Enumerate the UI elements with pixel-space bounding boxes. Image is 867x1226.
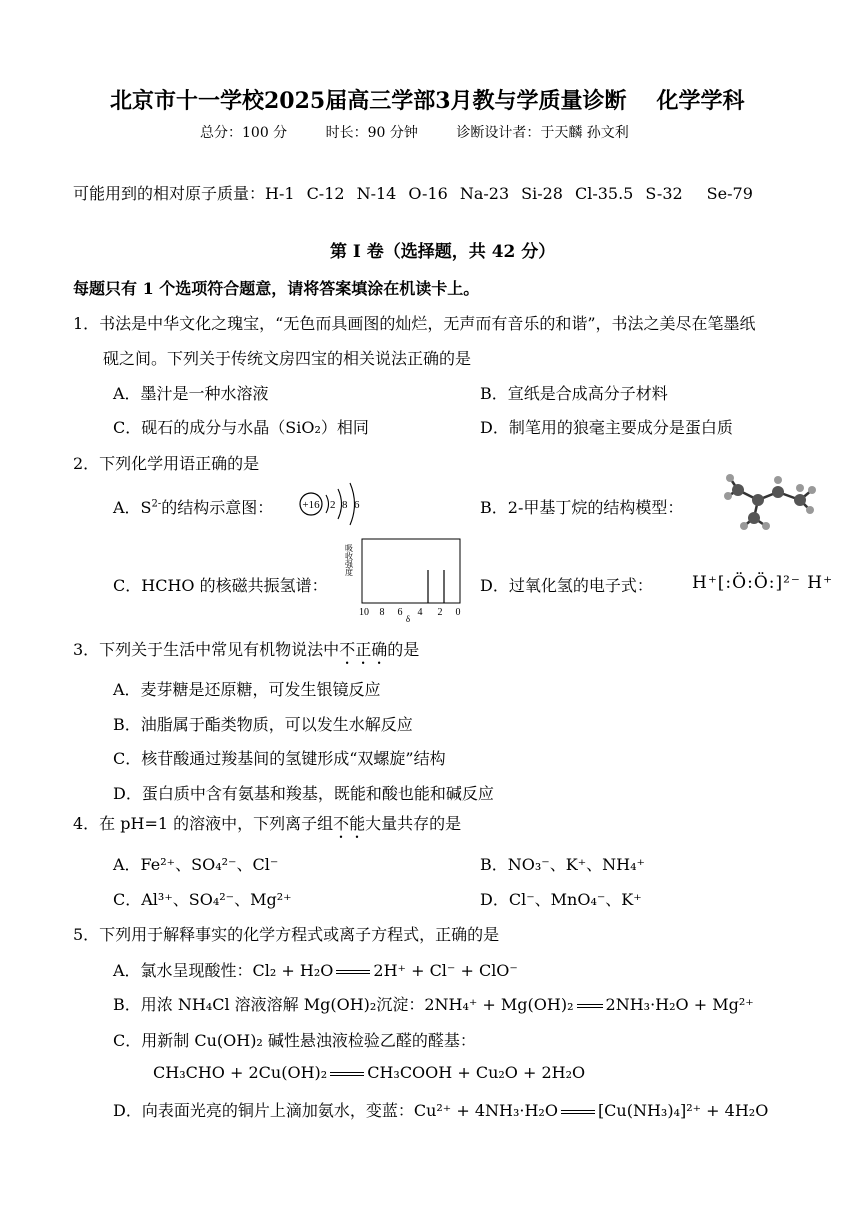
exam-meta [200, 122, 663, 142]
q4-option-c: C．Al³⁺、SO₄²⁻、Mg²⁺ [113, 890, 292, 909]
equation-equals-sign [561, 1110, 595, 1114]
q3-option-d: D．蛋白质中含有氨基和羧基，既能和酸也能和碱反应 [113, 784, 494, 803]
subject-title: 化学学科 [656, 88, 745, 114]
q1-option-b: B．宣纸是合成高分子材料 [480, 384, 668, 403]
atomic-mass-item: O-16 [408, 184, 448, 203]
designers: 诊断设计者：于天麟 孙文利 [456, 125, 629, 141]
instruction: 每题只有 1 个选项符合题意，请将答案填涂在机读卡上。 [73, 279, 480, 298]
q3-option-c: C．核苷酸通过羧基间的氢键形成“双螺旋”结构 [113, 749, 446, 768]
q1-stem-line1: 1．书法是中华文化之瑰宝，“无色而具画图的灿烂，无声而有音乐的和谐”，书法之美尽在笔墨纸 [73, 314, 756, 333]
nmr-y-axis-label: 吸收强度 [344, 544, 354, 576]
nmr-x-unit: δ [405, 614, 411, 622]
q3-option-b: B．油脂属于酯类物质，可以发生水解反应 [113, 715, 413, 734]
total-score: 总分：100 分 [200, 125, 288, 141]
nmr-tick-label: 4 [417, 607, 423, 618]
equation-equals-sign [330, 1072, 364, 1076]
q5-option-d [113, 1098, 768, 1121]
atomic-mass-item: Si-28 [521, 184, 563, 203]
atomic-mass-item: N-14 [356, 184, 397, 203]
q1-option-c: C．砚石的成分与水晶（SiO₂）相同 [113, 418, 369, 437]
q5-a-left: A．氯水呈现酸性：Cl₂ + H₂O [113, 961, 334, 980]
q4-stem-post: 大量共存的是 [365, 814, 462, 833]
nmr-tick-label: 2 [437, 607, 443, 618]
nmr-tick-label: 10 [359, 607, 369, 618]
atomic-mass-item: Na-23 [459, 184, 510, 203]
q2-a-text: 的结构示意图： [161, 498, 274, 517]
atomic-mass-item: Se-79 [706, 184, 753, 203]
q5-stem: 5．下列用于解释事实的化学方程式或离子方程式，正确的是 [73, 925, 500, 944]
q2-option-a [113, 495, 273, 518]
nmr-tick-label: 8 [379, 607, 385, 618]
duration: 时长：90 分钟 [325, 125, 418, 141]
q2-stem: 2．下列化学用语正确的是 [73, 454, 260, 473]
q1-stem-line2: 砚之间。下列关于传统文房四宝的相关说法正确的是 [103, 349, 472, 368]
q2-a-charge: 2- [151, 498, 162, 510]
q3-stem-emphasis: 不正确 [339, 640, 388, 659]
page-title [110, 84, 745, 115]
q4-stem [73, 811, 461, 842]
atomic-masses-label: 可能用到的相对原子质量： [73, 184, 266, 203]
atomic-mass-item: Cl-35.5 [574, 184, 634, 203]
q5-d-right: [Cu(NH₃)₄]²⁺ + 4H₂O [597, 1101, 769, 1120]
q5-b-right: 2NH₃·H₂O + Mg²⁺ [605, 995, 754, 1014]
exam-title: 北京市十一学校2025届高三学部3月教与学质量诊断 [110, 88, 627, 114]
nmr-tick-label: 6 [397, 607, 403, 618]
q4-option-b: B．NO₃⁻、K⁺、NH₄⁺ [480, 855, 645, 874]
q3-stem [73, 637, 419, 668]
section-title: 第 I 卷（选择题，共 42 分） [330, 242, 556, 262]
q2-option-b: B．2-甲基丁烷的结构模型： [480, 498, 684, 517]
shell-1-count: 2 [330, 499, 336, 511]
atomic-mass-item: H-1 [265, 184, 295, 203]
q5-d-left: D．向表面光亮的铜片上滴加氨水，变蓝：Cu²⁺ + 4NH₃·H₂O [113, 1101, 558, 1120]
q4-option-d: D．Cl⁻、MnO₄⁻、K⁺ [480, 890, 642, 909]
q1-option-d: D．制笔用的狼毫主要成分是蛋白质 [480, 418, 733, 437]
q2-a-prefix: A．S [113, 498, 152, 517]
hcho-nmr-spectrum [340, 536, 466, 622]
shell-2-count: 8 [342, 499, 348, 511]
atomic-mass-item: S-32 [645, 184, 683, 203]
shell-3-count: 6 [354, 499, 360, 511]
methylbutane-ball-stick-model [720, 470, 820, 532]
q5-a-right: 2H⁺ + Cl⁻ + ClO⁻ [373, 961, 518, 980]
q4-stem-emphasis: 不能 [333, 814, 366, 833]
q5-option-a [113, 958, 518, 981]
atomic-masses [73, 181, 753, 204]
equation-equals-sign [577, 1004, 603, 1008]
q5-c-equation [153, 1063, 585, 1082]
q1-option-a: A．墨汁是一种水溶液 [113, 384, 269, 403]
q4-stem-pre: 4．在 pH=1 的溶液中，下列离子组 [73, 814, 334, 833]
sulfide-ion-structure-diagram [296, 477, 366, 533]
q2-option-c: C．HCHO 的核磁共振氢谱： [113, 576, 328, 595]
equation-equals-sign [336, 970, 370, 974]
q5-option-b [113, 992, 754, 1015]
q5-c-left: CH₃CHO + 2Cu(OH)₂ [153, 1063, 328, 1082]
q3-stem-post: 的是 [387, 640, 420, 659]
q5-c-right: CH₃COOH + Cu₂O + 2H₂O [367, 1063, 586, 1082]
nucleus-charge: +16 [302, 499, 320, 511]
q3-stem-pre: 3．下列关于生活中常见有机物说法中 [73, 640, 340, 659]
q2-option-d: D．过氧化氢的电子式： [480, 576, 653, 595]
q3-option-a: A．麦芽糖是还原糖，可发生银镜反应 [113, 680, 381, 699]
q5-option-c: C．用新制 Cu(OH)₂ 碱性悬浊液检验乙醛的醛基： [113, 1031, 476, 1050]
h2o2-electron-formula: H⁺[:Ö:Ö:]²⁻ H⁺ [692, 573, 834, 593]
atomic-mass-item: C-12 [306, 184, 345, 203]
q4-option-a: A．Fe²⁺、SO₄²⁻、Cl⁻ [113, 855, 279, 874]
nmr-tick-label: 0 [455, 607, 461, 618]
q5-b-left: B．用浓 NH₄Cl 溶液溶解 Mg(OH)₂沉淀：2NH₄⁺ + Mg(OH)₂ [113, 995, 574, 1014]
